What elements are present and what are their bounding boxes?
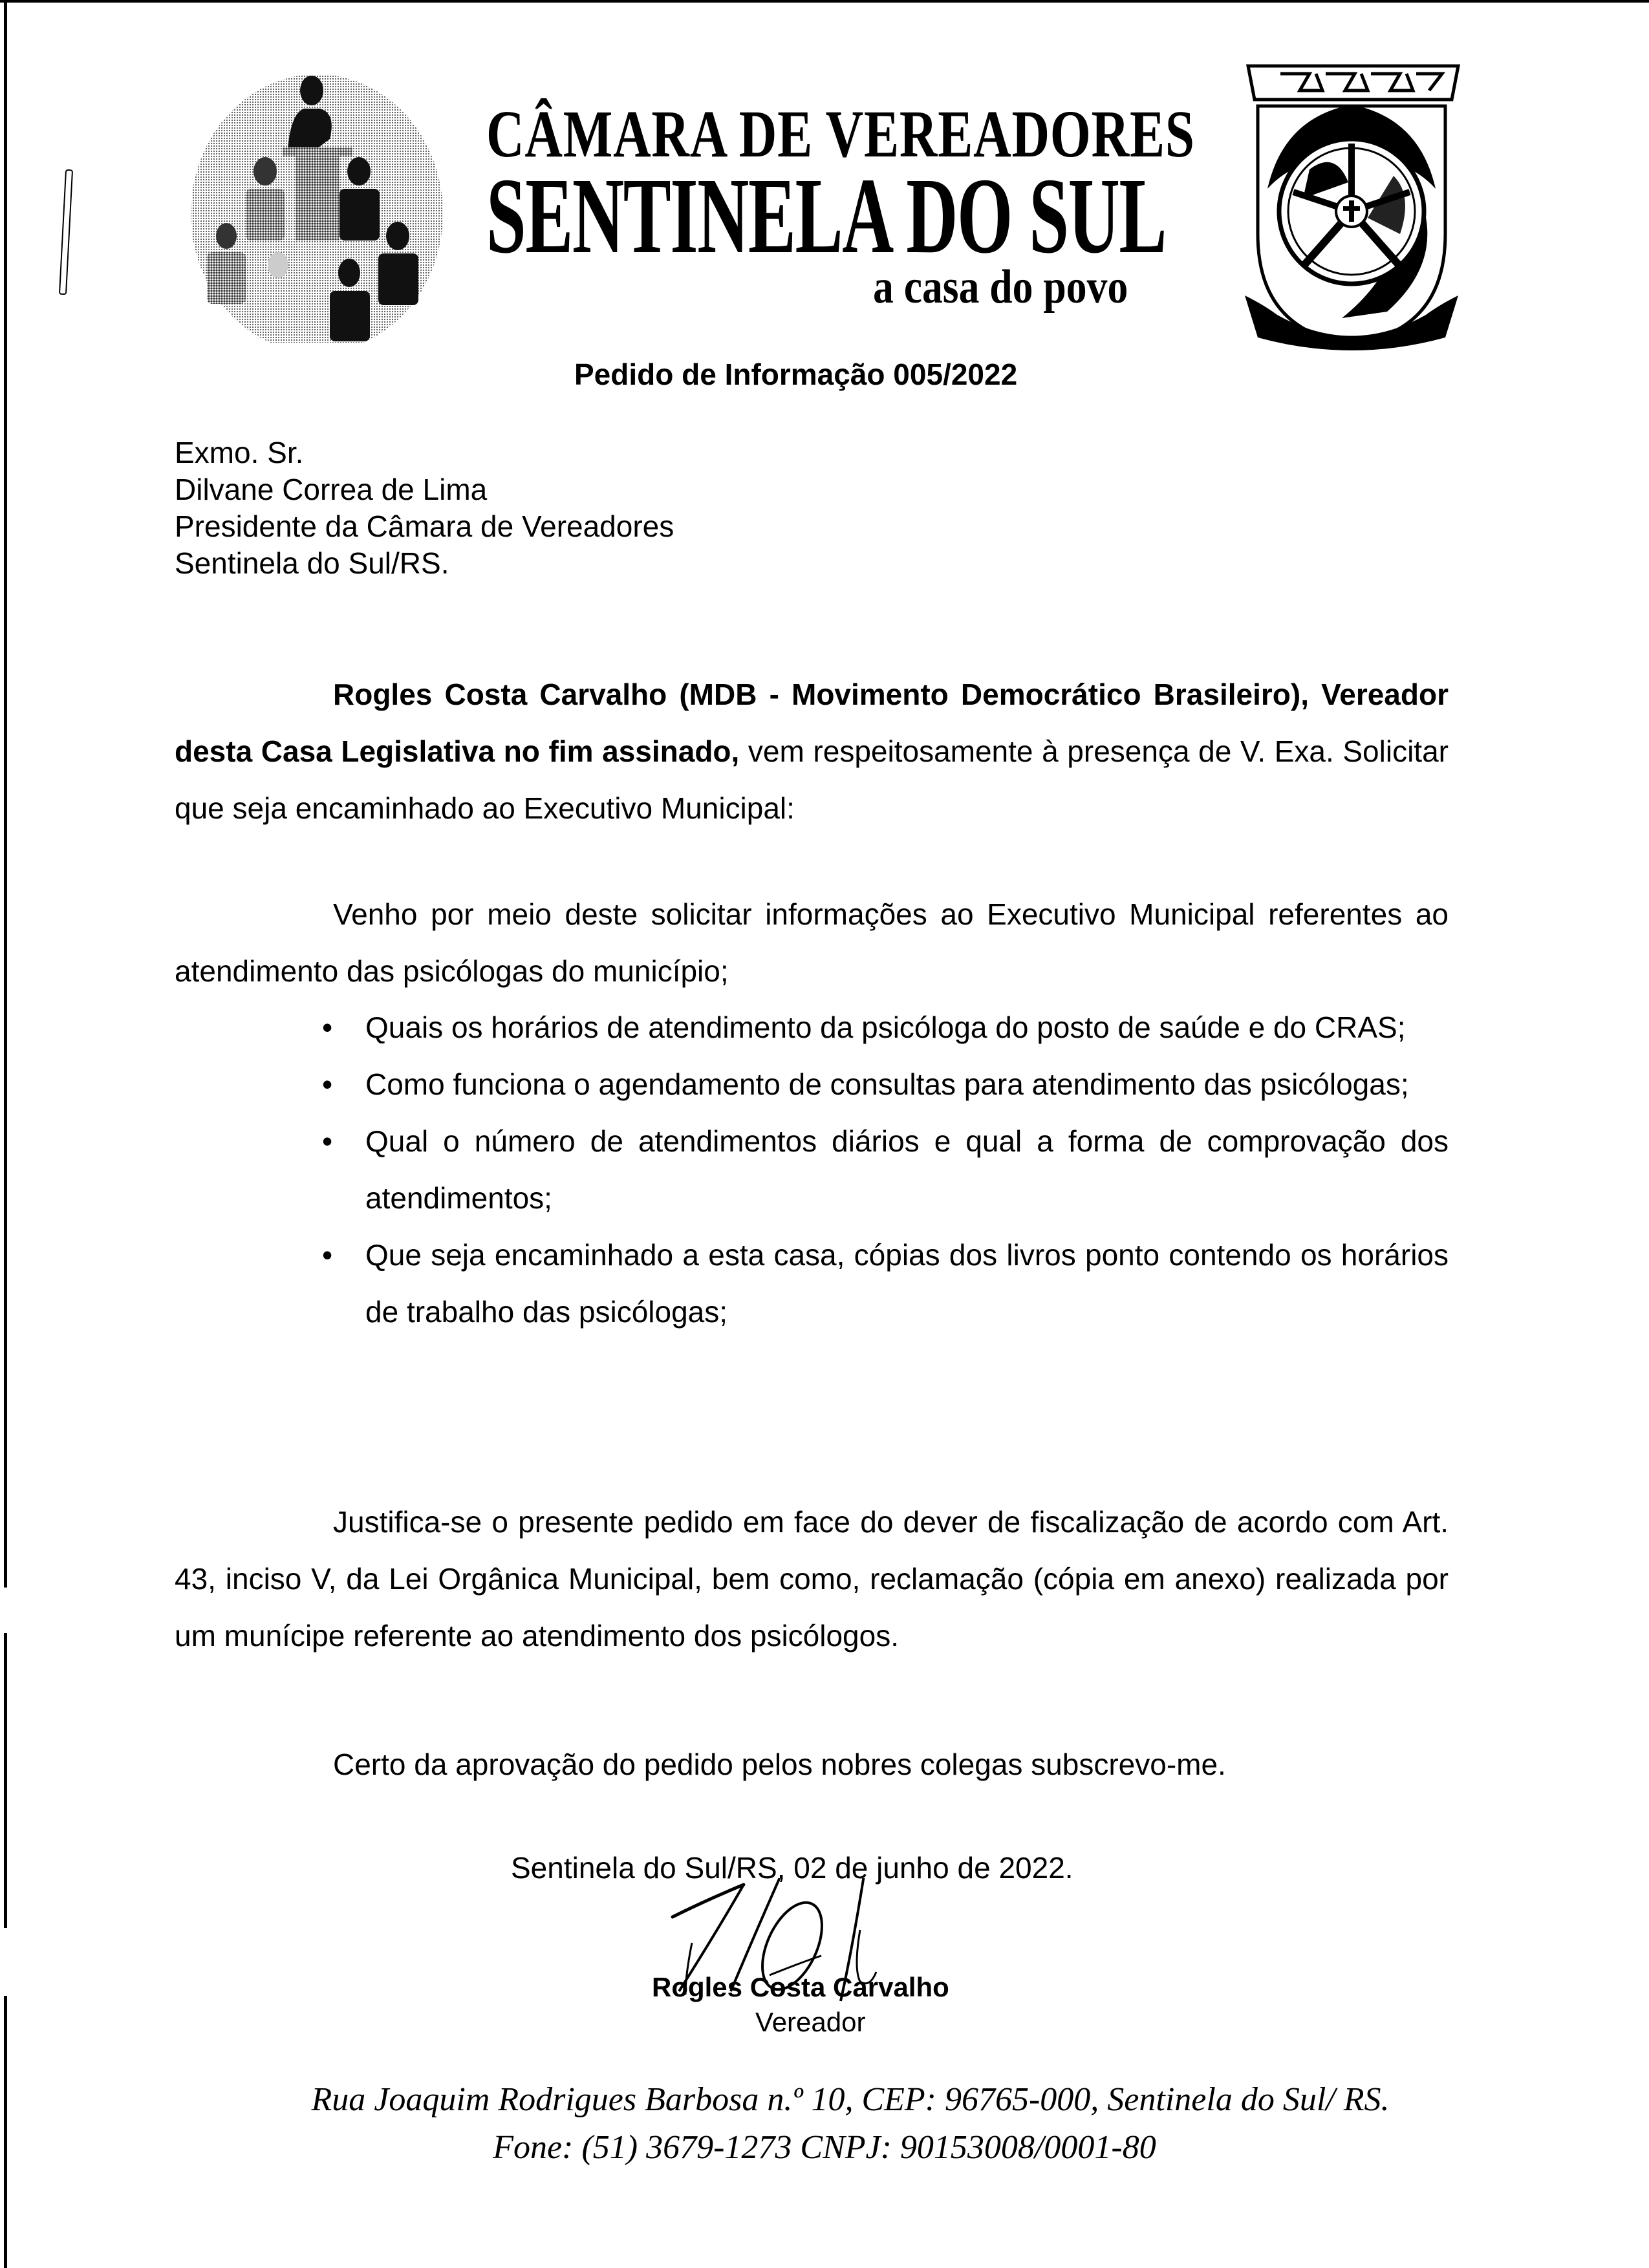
person-head xyxy=(347,157,371,186)
list-item-text: Qual o número de atendimentos diários e qual a forma de comprovação dos atendimentos; xyxy=(365,1124,1449,1215)
person-body xyxy=(259,279,296,331)
bullet-icon: • xyxy=(322,1238,333,1272)
request-paragraph xyxy=(175,886,1449,1000)
bullet-icon: • xyxy=(322,1011,333,1044)
list-item-text: Como funciona o agendamento de consultas para atendimento das psicólogas; xyxy=(365,1067,1409,1101)
justification-paragraph xyxy=(175,1493,1449,1664)
person-head xyxy=(386,222,409,250)
podium-stand xyxy=(296,156,339,241)
person-head xyxy=(216,223,237,249)
municipality-name: SENTINELA DO SUL xyxy=(486,156,1167,276)
bullet-icon: • xyxy=(322,1124,333,1158)
footer-address: Rua Joaquim Rodrigues Barbosa n.º 10, CEP: 96765-000, Sentinela do Sul/ RS. xyxy=(311,2081,1390,2118)
list-item xyxy=(317,1113,1449,1226)
list-item-text: Quais os horários de atendimento da psicóloga do posto de saúde e do CRAS; xyxy=(365,1011,1406,1044)
speaker-head xyxy=(300,76,323,105)
intro-rest: vem respeitosamente à presença de V. Exa. Solicitar que seja encaminhado ao Executivo Municipal: xyxy=(175,734,1449,825)
place-and-date: Sentinela do Sul/RS, 02 de junho de 2022. xyxy=(511,1851,1073,1885)
scan-edge-top xyxy=(0,0,1649,3)
recipient-block xyxy=(175,434,674,582)
request-list xyxy=(317,999,1449,1340)
assembly-people-logo-icon xyxy=(184,65,443,343)
person-body xyxy=(378,253,418,305)
person-head xyxy=(338,259,360,287)
recipient-location: Sentinela do Sul/RS. xyxy=(175,546,449,580)
closing-paragraph xyxy=(175,1736,1449,1793)
document-title: Pedido de Informação 005/2022 xyxy=(574,358,1018,391)
intro-bold: Rogles Costa Carvalho (MDB - Movimento Democrático Brasileiro), Vereador desta Casa Legislativa no fim assinado, xyxy=(175,678,1449,768)
recipient-salutation: Exmo. Sr. xyxy=(175,436,304,469)
person-body xyxy=(207,252,246,304)
recipient-name: Dilvane Correa de Lima xyxy=(175,473,488,506)
list-item xyxy=(317,1226,1449,1340)
podium xyxy=(283,147,352,156)
scan-edge-left xyxy=(4,0,7,2268)
chamber-name: CÂMARA DE VEREADORES xyxy=(486,97,1195,171)
signer-name: Rogles Costa Carvalho xyxy=(652,1972,949,2002)
crest-crown xyxy=(1248,66,1458,100)
list-item xyxy=(317,999,1449,1056)
intro-paragraph xyxy=(175,666,1449,837)
signer-role: Vereador xyxy=(755,2007,866,2037)
pen-mark xyxy=(59,169,73,295)
list-item-text: Que seja encaminhado a esta casa, cópias dos livros ponto contendo os horários de trabalho das psicólogas; xyxy=(365,1238,1449,1329)
closing-text: Certo da aprovação do pedido pelos nobres colegas subscrevo-me. xyxy=(333,1748,1226,1781)
tagline: a casa do povo xyxy=(873,261,1128,314)
footer-contact: Fone: (51) 3679-1273 CNPJ: 90153008/0001-80 xyxy=(493,2129,1156,2166)
bullet-icon: • xyxy=(322,1067,333,1101)
person-body xyxy=(339,189,380,241)
request-intro: Venho por meio deste solicitar informações ao Executivo Municipal referentes ao atendimento das psicólogas do município; xyxy=(175,897,1449,988)
person-head xyxy=(253,157,277,186)
list-item xyxy=(317,1056,1449,1113)
person-head xyxy=(268,252,288,278)
person-body xyxy=(246,189,285,241)
recipient-title: Presidente da Câmara de Vereadores xyxy=(175,509,674,543)
justification-text: Justifica-se o presente pedido em face do dever de fiscalização de acordo com Art. 43, inciso V, da Lei Orgânica Municipal, bem como, reclamação (cópia em anexo) realizada por um munícipe referente ao atendimento dos psicólogos. xyxy=(175,1505,1449,1653)
coat-of-arms-icon xyxy=(1238,59,1465,354)
person-body xyxy=(330,291,370,341)
